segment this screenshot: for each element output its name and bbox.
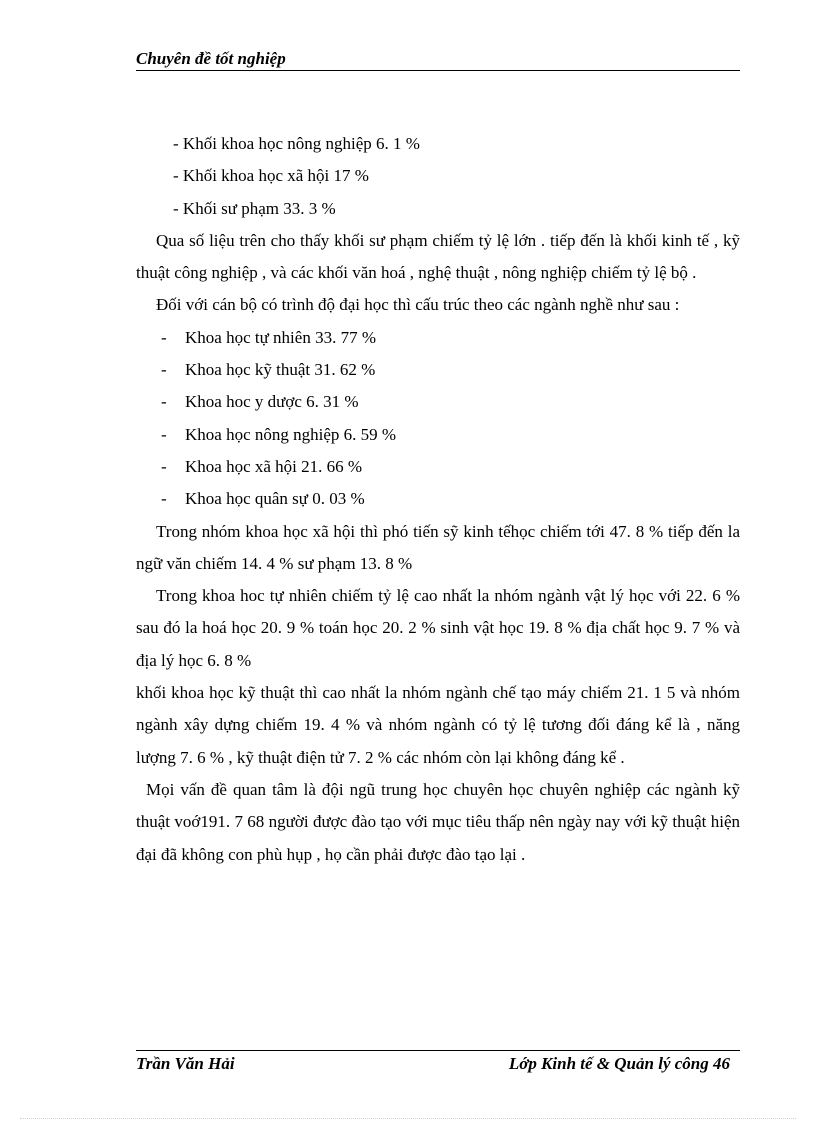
paragraph-university-structure: Đối với cán bộ có trình độ đại học thì cấu trúc theo các ngành nghề như sau : [156, 295, 680, 315]
paragraph-summary: Qua số liệu trên cho thấy khối sư phạm chiếm tỷ lệ lớn . tiếp đến là khối kinh tế , kỹ thuật công nghiệp , và các khối văn hoá , nghệ thuật , nông nghiệp chiếm tỷ lệ bộ . [136, 230, 740, 283]
footer-author: Trần Văn Hải [136, 1054, 235, 1073]
list-dash: - [161, 424, 167, 444]
header-title: Chuyên đề tốt nghiệp [136, 49, 286, 68]
bullet-item: - Khối khoa học nông nghiệp 6. 1 % [173, 134, 420, 153]
list-item [136, 322, 740, 354]
list-dash: - [161, 392, 167, 412]
list-item [136, 483, 740, 515]
field-list [136, 322, 740, 516]
list-item-text: Khoa hoc y dược 6. 31 % [185, 392, 359, 412]
paragraph-technical: khối khoa học kỹ thuật thì cao nhất la nhóm ngành chế tạo máy chiếm 21. 1 5 và nhóm ngành xây dựng chiếm 19. 4 % và nhóm ngành có tỷ lệ tương đối đáng kể là , năng lượng 7. 6 % , kỹ thuật điện tử 7. 2 % các nhóm còn lại không đáng kể . [136, 683, 740, 767]
bullet-item: - Khối khoa học xã hội 17 % [173, 166, 369, 186]
list-item-text: Khoa học tự nhiên 33. 77 % [185, 327, 376, 347]
list-item-text: Khoa học kỹ thuật 31. 62 % [185, 360, 376, 380]
list-item [136, 354, 740, 386]
list-dash: - [161, 456, 167, 476]
page-header [136, 48, 740, 71]
document-body [136, 128, 740, 871]
footer-class: Lớp Kinh tế & Quản lý công 46 [508, 1054, 730, 1073]
paragraph-natural-sciences: Trong khoa hoc tự nhiên chiếm tỷ lệ cao nhất la nhóm ngành vật lý học với 22. 6 % sau đó la hoá học 20. 9 % toán học 20. 2 % sinh vật học 19. 8 % địa chất học 9. 7 % và địa lý học 6. 8 % [136, 586, 740, 670]
paragraph-social-sciences: Trong nhóm khoa học xã hội thì phó tiến sỹ kinh tếhọc chiếm tới 47. 8 % tiếp đến la ngữ văn chiếm 14. 4 % sư phạm 13. 8 % [136, 521, 740, 573]
list-item [136, 451, 740, 483]
list-item-text: Khoa học nông nghiệp 6. 59 % [185, 424, 397, 444]
page-footer [136, 1050, 740, 1073]
list-item [136, 386, 740, 418]
list-dash: - [161, 360, 167, 380]
list-item [136, 419, 740, 451]
list-dash: - [161, 489, 167, 509]
paragraph-concern: Mọi vấn đề quan tâm là đội ngũ trung học chuyên học chuyên nghiệp các ngành kỹ thuật voớ191. 7 68 người được đào tạo với mục tiêu thấp nên ngày nay với kỹ thuật hiện đại đã không con phù hụp , họ cần phải được đào tạo lại . [136, 779, 740, 864]
list-dash: - [161, 327, 167, 347]
list-item-text: Khoa học quân sự 0. 03 % [185, 489, 365, 509]
list-item-text: Khoa học xã hội 21. 66 % [185, 456, 363, 476]
page-bottom-divider [20, 1118, 796, 1119]
bullet-item: - Khối sư phạm 33. 3 % [173, 198, 336, 218]
